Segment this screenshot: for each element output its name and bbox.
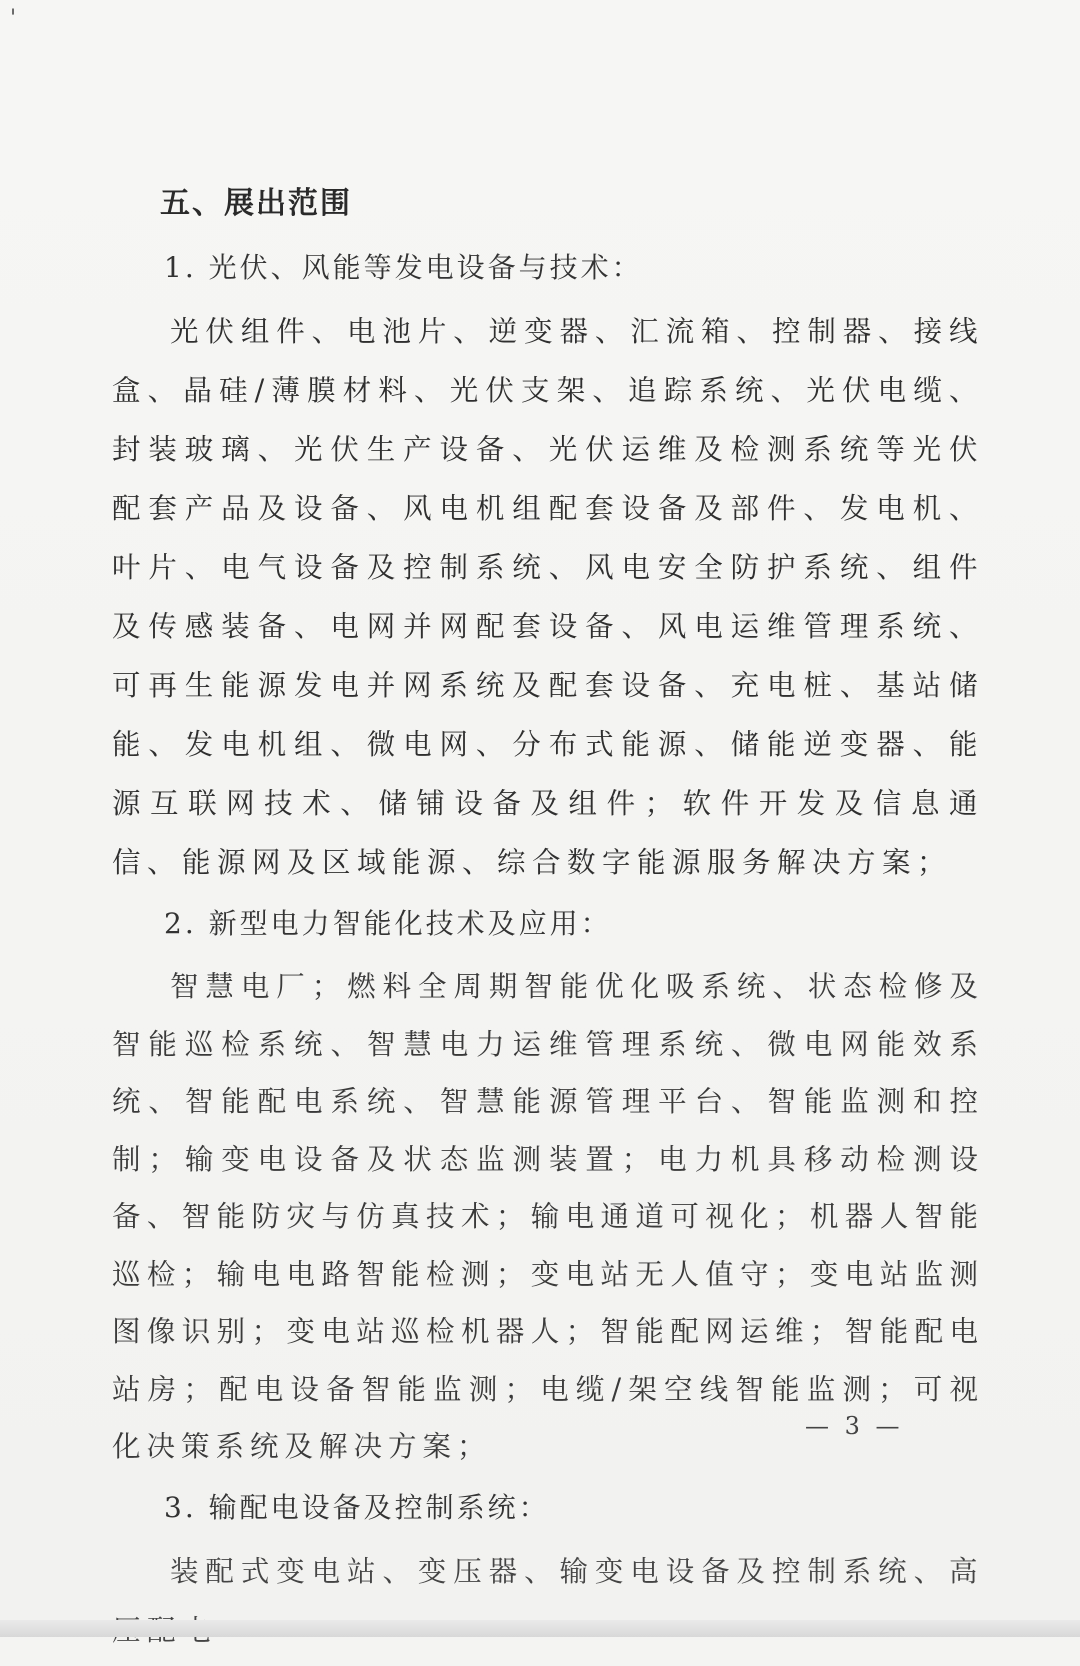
page-number: — 3 —	[805, 1412, 904, 1440]
section-title: 五、展出范围	[160, 186, 352, 221]
item-3-heading: 3. 输配电设备及控制系统：	[164, 1490, 550, 1524]
scan-edge	[0, 1620, 1080, 1637]
item-3-body: 装配式变电站、变压器、输变电设备及控制系统、高	[170, 1554, 984, 1588]
item-2-heading: 2. 新型电力智能化技术及应用：	[164, 907, 612, 940]
corner-mark: '	[10, 6, 17, 31]
item-1-body: 光伏组件、电池片、逆变器、汇流箱、控制器、接线盒、晶硅/薄膜材料、光伏支架、追踪系统、光伏电缆、封装玻璃、光伏生产设备、光伏运维及检测系统等光伏配套产品及设备、风电机组配套设备及部件、发电机、叶片、电气设备及控制系统、风电安全防护系统、组件及传感装备、电网并网配套设备、风电运维管理系统、可再生能源发电并网系统及配套设备、充电桩、基站储能、发电机组、微电网、分布式能源、储能逆变器、能源互联网技术、储铺设备及组件；软件开发及信息通信、能源网及区域能源、综合数字能源服务解决方案；	[112, 315, 984, 879]
document-body	[112, 178, 984, 1666]
item-2-body: 智慧电厂；燃料全周期智能优化吸系统、状态检修及智能巡检系统、智慧电力运维管理系统、微电网能效系统、智能配电系统、智慧能源管理平台、智能监测和控制；输变电设备及状态监测装置；电力机具移动检测设备、智能防灾与仿真技术；输电通道可视化；机器人智能巡检；输电电路智能检测；变电站无人值守；变电站监测图像识别；变电站巡检机器人；智能配网运维；智能配电站房；配电设备智能监测；电缆/架空线智能监测；可视化决策系统及解决方案；	[112, 970, 984, 1463]
item-1-heading: 1. 光伏、风能等发电设备与技术：	[164, 251, 643, 284]
